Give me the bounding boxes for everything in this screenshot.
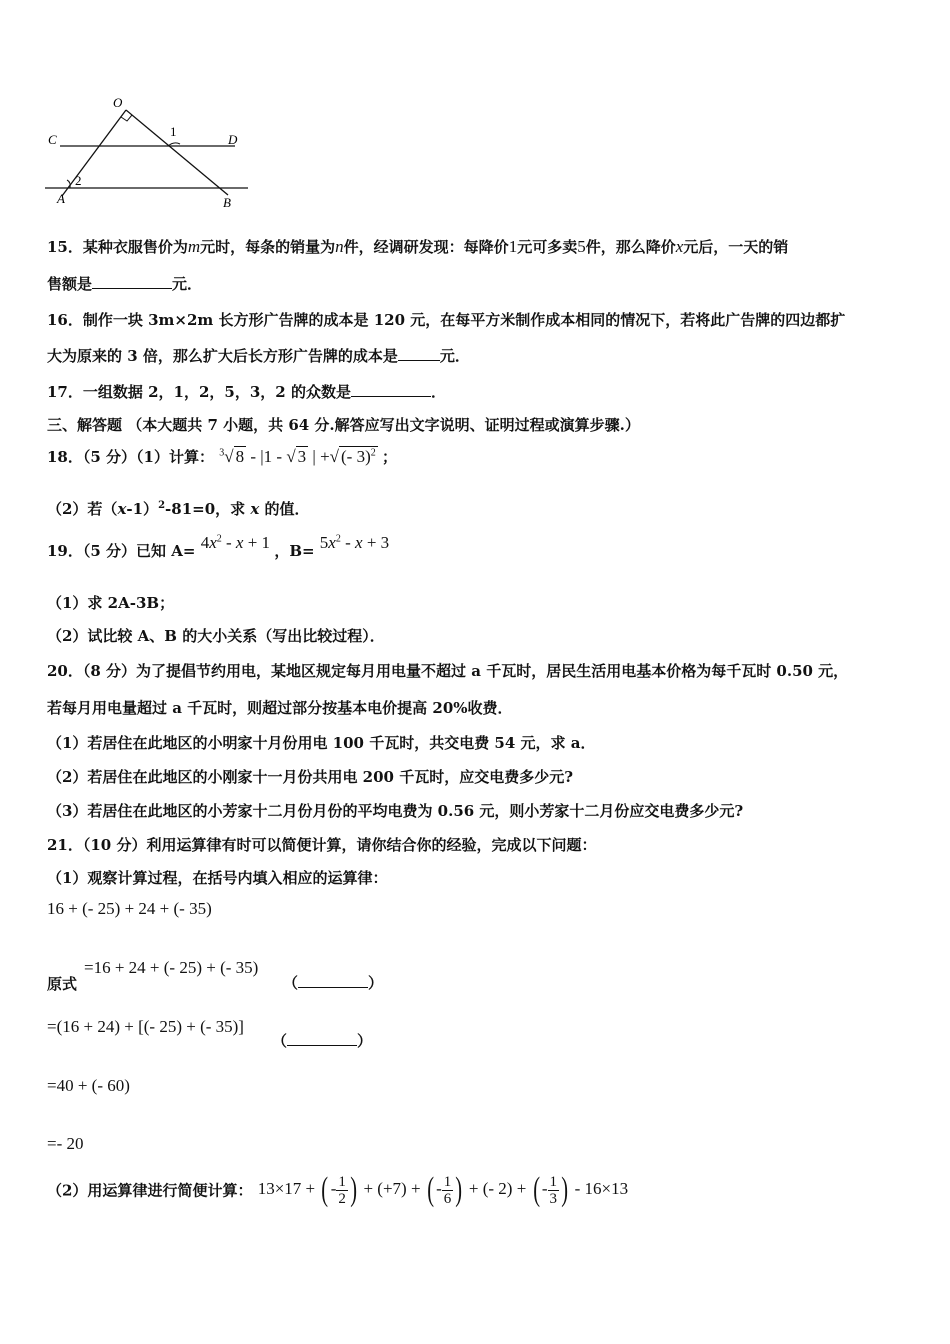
- label-o: O: [113, 95, 123, 110]
- q21-expr0: 16 + (- 25) + 24 + (- 35): [47, 899, 212, 918]
- answer-blank[interactable]: [398, 360, 440, 361]
- q19-line1: 19．（5 分）已知 $A= 4x^2 - x + 1$ ，$B= 5x^2 - x + 3$: [47, 533, 390, 560]
- q21-step1: =16 + 24 + (- 25) + (- 35): [84, 958, 259, 977]
- expr-a: $4x^2 - x + 1$: [200, 533, 271, 552]
- segment-ob: [126, 110, 228, 195]
- label-a: A: [57, 191, 65, 206]
- q21-calc: 13×17 + ( - $\frac{1}{2}$ ) + (+7) + ( - $\frac{1}{6}$ ) + (- 2) + ( - $\frac{1}{3}$ ) - 16×13: [257, 1171, 629, 1208]
- answer-blank[interactable]: [287, 1045, 357, 1046]
- section-heading: 三、解答题 （本大题共 7 小题，共 64 分.解答应写出文字说明、证明过程或演算步骤.）: [47, 416, 640, 434]
- q17-line: 17．一组数据 2，1，2，5，3，2 的众数是 ．: [47, 383, 446, 401]
- q21-step2: =(16 + 24) + [(- 25) + (- 35)]: [47, 1017, 244, 1036]
- segment-oa: [62, 110, 126, 196]
- radical-sign: √: [329, 447, 339, 466]
- label-2: 2: [75, 173, 82, 188]
- q18-line1: 18．（5 分）（1）计算： $^3$√ 8 - |1 - √ 3 | +√ (- 3)$^2$ ；: [47, 447, 397, 466]
- label-c: C: [48, 132, 57, 147]
- q21-step3: =40 + (- 60): [47, 1076, 130, 1095]
- q15-line2: 售额是 元．: [47, 275, 203, 293]
- label-1: 1: [170, 124, 177, 139]
- fraction-half: $\frac{1}{2}$: [338, 1173, 346, 1207]
- expr-b: $5x^2 - x + 3$: [319, 533, 390, 552]
- answer-blank[interactable]: [351, 396, 431, 397]
- q16-line1: 16．制作一块 3m×2m 长方形广告牌的成本是 120 元，在每平方米制作成本相同的情况下，若将此广告牌的四边都扩: [47, 311, 846, 329]
- geometry-figure: [40, 92, 260, 217]
- q21-part2: （2）用运算律进行简便计算： 13×17 + ( - $\frac{1}{2}$ ) + (+7) + ( - $\frac{1}{6}$ ) + (- 2) + ( - $\frac{1}{3}$ ) - 16×13: [47, 1171, 629, 1208]
- q21-part1: （1）观察计算过程，在括号内填入相应的运算律：: [47, 869, 388, 887]
- answer-blank[interactable]: [92, 288, 172, 289]
- q16-line2: 大为原来的 3 倍，那么扩大后长方形广告牌的成本是 元．: [47, 347, 470, 365]
- fraction-third: $\frac{1}{3}$: [549, 1173, 558, 1207]
- q20-part2: （2）若居住在此地区的小刚家十一月份共用电 200 千瓦时，应交电费多少元?: [47, 768, 573, 786]
- q21-blank2: （ ）: [272, 1032, 373, 1050]
- q20-line1: 20．（8 分）为了提倡节约用电，某地区规定每月用电量不超过 a 千瓦时，居民生活用电基本价格为每千瓦时 0.50 元，: [47, 662, 849, 680]
- q19-part1: （1）求 2A-3B；: [47, 594, 175, 612]
- q21-step4: =- 20: [47, 1134, 84, 1153]
- q18-expression: $^3$√ 8 - |1 - √ 3 | +√ (- 3)$^2$: [219, 447, 376, 466]
- label-d: D: [228, 132, 238, 147]
- right-angle-mark: [121, 115, 132, 121]
- var-n: n: [335, 237, 344, 256]
- q21-blank1: （ ）: [283, 974, 384, 992]
- q19-part2: （2）试比较 A、B 的大小关系（写出比较过程）．: [47, 627, 385, 645]
- radical-sign: √: [286, 447, 296, 466]
- fraction-sixth: $\frac{1}{6}$: [443, 1173, 452, 1207]
- answer-blank[interactable]: [298, 987, 368, 988]
- q21-yuanshi: 原式: [47, 975, 78, 993]
- q21-line1: 21．（10 分）利用运算律有时可以简便计算，请你结合你的经验，完成以下问题：: [47, 836, 597, 854]
- q18-line2: （2）若$(x-1)^2-81=0$，求 x 的值．: [47, 500, 310, 518]
- q20-part3: （3）若居住在此地区的小芳家十二月份月份的平均电费为 0.56 元，则小芳家十二月份应交电费多少元?: [47, 802, 744, 820]
- var-x: x: [675, 237, 684, 256]
- radical-sign: √: [224, 447, 234, 466]
- label-b: B: [223, 195, 231, 210]
- var-m: m: [187, 237, 201, 256]
- q15-line1: 15．某种衣服售价为m元时，每条的销量为n件，经调研发现：每降价1元可多卖5件，那么降价x元后，一天的销: [47, 237, 789, 256]
- q20-line2: 若每月用电量超过 a 千瓦时，则超过部分按基本电价提高 20%收费．: [47, 699, 513, 717]
- q20-part1: （1）若居住在此地区的小明家十月份用电 100 千瓦时，共交电费 54 元，求 a．: [47, 734, 596, 752]
